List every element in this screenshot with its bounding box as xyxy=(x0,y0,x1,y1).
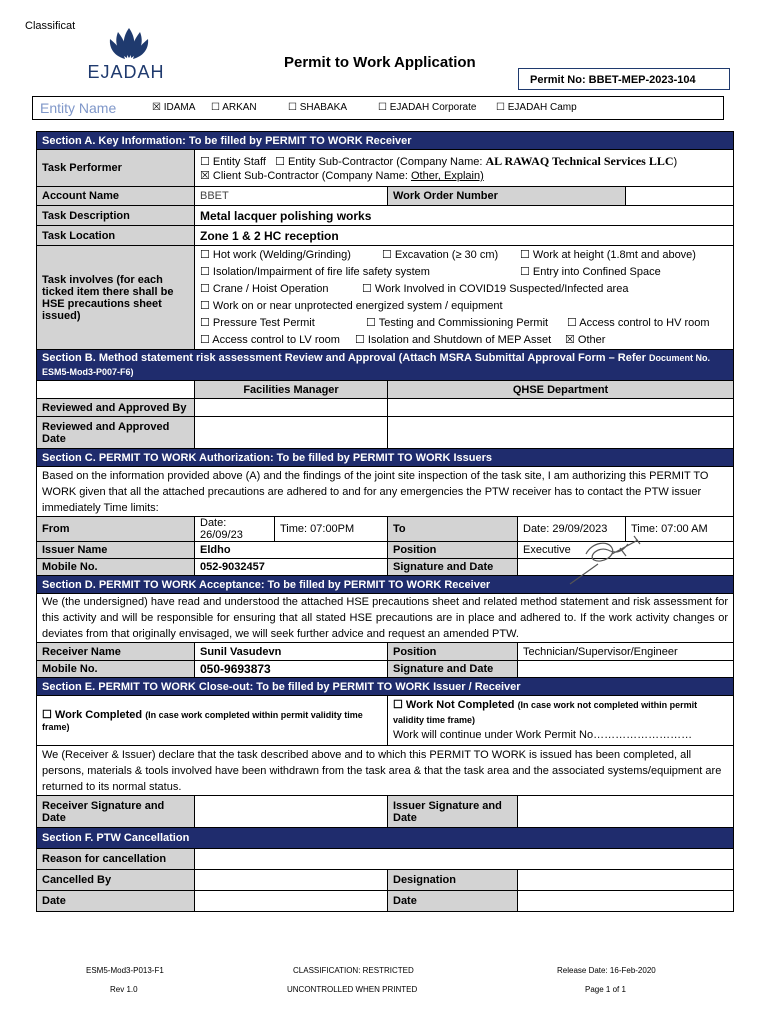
footer-revision: Rev 1.0 xyxy=(110,985,138,994)
section-d-header: Section D. PERMIT TO WORK Acceptance: To be filled by PERMIT TO WORK Receiver xyxy=(37,576,734,594)
logo-text: EJADAH xyxy=(87,62,165,82)
mep-isolation-option[interactable]: ☐ Isolation and Shutdown of MEP Asset xyxy=(355,333,552,346)
footer-release-date: Release Date: 16-Feb-2020 xyxy=(557,966,656,975)
entity-option-shabaka[interactable] xyxy=(288,102,347,113)
work-order-label: Work Order Number xyxy=(388,187,626,206)
account-name-value[interactable]: BBET xyxy=(195,187,388,206)
issuer-closeout-signature-label: Issuer Signature and Date xyxy=(388,796,518,828)
footer-uncontrolled: UNCONTROLLED WHEN PRINTED xyxy=(287,985,418,994)
work-completed-note: (In case work completed within permit validity time frame) xyxy=(42,710,363,732)
work-completed-cell[interactable] xyxy=(37,696,388,746)
facilities-manager-header: Facilities Manager xyxy=(195,381,388,399)
work-at-height-option[interactable]: ☐ Work at height (1.8mt and above) xyxy=(520,248,696,261)
to-label: To xyxy=(388,517,518,542)
closeout-declaration: We (Receiver & Issuer) declare that the task described above and to which this PERMIT TO WORK is issued has been completed, all persons, materials & tools involved have been withdrawn from the task area & that the task area and the associated systems/equipment are returned to its normal status. xyxy=(37,746,734,796)
to-time[interactable]: Time: 07:00 AM xyxy=(626,517,734,542)
issuer-name-label: Issuer Name xyxy=(37,542,195,559)
entity-option-arkan[interactable] xyxy=(211,102,257,113)
receiver-position-label: Position xyxy=(388,643,518,661)
qhse-reviewed-by-field[interactable] xyxy=(388,399,734,417)
checkbox-icon[interactable]: ☒ xyxy=(152,102,161,113)
task-location-label: Task Location xyxy=(37,226,195,246)
other-option[interactable]: ☒ Other xyxy=(565,333,606,346)
paren-close: ) xyxy=(673,156,678,168)
from-label: From xyxy=(37,517,195,542)
fm-reviewed-date-field[interactable] xyxy=(195,417,388,449)
page-title: Permit to Work Application xyxy=(284,54,476,71)
receiver-name-value[interactable]: Sunil Vasudevn xyxy=(195,643,388,661)
designation-label: Designation xyxy=(388,870,518,891)
designation-field[interactable] xyxy=(518,870,734,891)
section-f-header: Section F. PTW Cancellation xyxy=(37,828,734,849)
hv-room-option[interactable]: ☐ Access control to HV room xyxy=(567,316,710,329)
issuer-position-label: Position xyxy=(388,542,518,559)
client-company-value[interactable]: Other, Explain) xyxy=(411,170,484,182)
covid-area-option[interactable]: ☐ Work Involved in COVID19 Suspected/Infected area xyxy=(362,282,629,295)
cancel-date-field[interactable] xyxy=(195,891,388,912)
issuer-mobile-label: Mobile No. xyxy=(37,559,195,576)
work-not-completed-cell[interactable] xyxy=(388,696,734,746)
isolation-fire-option[interactable]: ☐ Isolation/Impairment of fire life safety system xyxy=(200,265,430,278)
section-b-doc-label: Document No. xyxy=(648,353,710,363)
to-date[interactable]: Date: 29/09/2023 xyxy=(518,517,626,542)
acceptance-text: We (the undersigned) have read and understood the attached HSE precautions sheet and related method statement and risk assessment for this activity and will be responsible for ensuring that all stated HSE precautions are in place and adhered to. If the work activity changes or deviates from that originally envisaged, we will seek further advice and request an amended PTW. xyxy=(37,594,734,643)
cancel-date-label: Date xyxy=(37,891,195,912)
entity-name-label: Entity Name xyxy=(40,100,117,116)
section-e-header: Section E. PERMIT TO WORK Close-out: To be filled by PERMIT TO WORK Issuer / Receiver xyxy=(37,678,734,696)
footer-classification: CLASSIFICATION: RESTRICTED xyxy=(293,966,414,975)
issuer-signature-label: Signature and Date xyxy=(388,559,518,576)
entity-option-corporate[interactable] xyxy=(378,102,476,113)
entity-name-row xyxy=(32,96,724,120)
section-c-header: Section C. PERMIT TO WORK Authorization: To be filled by PERMIT TO WORK Issuers xyxy=(37,449,734,467)
classification-label: Classificat xyxy=(25,20,76,32)
issuer-name-value[interactable]: Eldho xyxy=(195,542,388,559)
permit-number: Permit No: BBET-MEP-2023-104 xyxy=(518,68,730,90)
cancelled-by-field[interactable] xyxy=(195,870,388,891)
confined-space-option[interactable]: ☐ Entry into Confined Space xyxy=(520,265,661,278)
fm-reviewed-by-field[interactable] xyxy=(195,399,388,417)
receiver-position-value[interactable]: Technician/Supervisor/Engineer xyxy=(518,643,734,661)
entity-option-label: EJADAH Corporate xyxy=(389,102,477,113)
cancelled-by-label: Cancelled By xyxy=(37,870,195,891)
qhse-reviewed-date-field[interactable] xyxy=(388,417,734,449)
issuer-signature-image xyxy=(568,534,644,586)
checkbox-icon[interactable]: ☐ xyxy=(378,102,387,113)
lv-room-option[interactable]: ☐ Access control to LV room xyxy=(200,333,340,346)
permit-form-table xyxy=(36,131,734,912)
task-location-value[interactable]: Zone 1 & 2 HC reception xyxy=(195,226,734,246)
work-not-completed-note: (In case work not completed within permit validity time frame) xyxy=(393,700,698,725)
task-performer-label: Task Performer xyxy=(37,150,195,187)
entity-option-camp[interactable] xyxy=(496,102,577,113)
task-description-value[interactable]: Metal lacquer polishing works xyxy=(195,206,734,226)
entity-option-label: SHABAKA xyxy=(299,102,347,113)
task-performer-field[interactable] xyxy=(195,150,734,187)
reviewed-date-label: Reviewed and Approved Date xyxy=(37,417,195,449)
company-name-value[interactable]: AL RAWAQ Technical Services LLC xyxy=(485,154,674,168)
task-involves-label: Task involves (for each ticked item there shall be HSE precautions sheet issued) xyxy=(37,246,195,350)
checkbox-icon[interactable]: ☐ xyxy=(211,102,220,113)
reviewed-by-label: Reviewed and Approved By xyxy=(37,399,195,417)
client-subcontractor-option[interactable]: ☒ Client Sub-Contractor (Company Name: xyxy=(200,170,411,182)
issuer-mobile-value[interactable]: 052-9032457 xyxy=(195,559,388,576)
section-b-title: Section B. Method statement risk assessment Review and Approval (Attach MSRA Submittal Approval Form – Refer xyxy=(42,352,649,364)
excavation-option[interactable]: ☐ Excavation (≥ 30 cm) xyxy=(382,248,499,261)
account-name-label: Account Name xyxy=(37,187,195,206)
hot-work-option[interactable]: ☐ Hot work (Welding/Grinding) xyxy=(200,248,351,261)
receiver-name-label: Receiver Name xyxy=(37,643,195,661)
task-involves-options xyxy=(195,246,734,350)
section-a-header: Section A. Key Information: To be filled by PERMIT TO WORK Receiver xyxy=(37,132,734,150)
footer-page-number: Page 1 of 1 xyxy=(585,985,626,994)
authorization-text: Based on the information provided above (A) and the findings of the joint site inspection of the task site, I am authorizing this PERMIT TO WORK given that all the attached precautions are adhered to and for any emergencies the PTW receiver has to contact the PTW issuer immediately Time limits: xyxy=(37,467,734,517)
entity-staff-option[interactable]: ☐ Entity Staff xyxy=(200,156,266,168)
from-date[interactable]: Date: 26/09/23 xyxy=(195,517,275,542)
checkbox-icon[interactable]: ☐ xyxy=(496,102,505,113)
designation-date-label: Date xyxy=(388,891,518,912)
task-description-label: Task Description xyxy=(37,206,195,226)
blank-cell xyxy=(37,381,195,399)
receiver-mobile-label: Mobile No. xyxy=(37,661,195,678)
continue-permit-text[interactable]: Work will continue under Work Permit No……………………… xyxy=(393,729,693,741)
testing-commissioning-option[interactable]: ☐ Testing and Commissioning Permit xyxy=(366,316,549,329)
issuer-closeout-signature-field[interactable] xyxy=(518,796,734,828)
designation-date-field[interactable] xyxy=(518,891,734,912)
section-b-header xyxy=(37,350,734,381)
receiver-closeout-signature-field[interactable] xyxy=(195,796,388,828)
work-order-value[interactable] xyxy=(626,187,734,206)
qhse-header: QHSE Department xyxy=(388,381,734,399)
work-not-completed-option[interactable]: ☐ Work Not Completed xyxy=(393,699,515,711)
receiver-signature-field[interactable] xyxy=(518,661,734,678)
from-time[interactable]: Time: 07:00PM xyxy=(275,517,388,542)
checkbox-icon[interactable]: ☐ xyxy=(288,102,297,113)
entity-option-label: ARKAN xyxy=(222,102,257,113)
cancellation-reason-field[interactable] xyxy=(195,849,734,870)
receiver-closeout-signature-label: Receiver Signature and Date xyxy=(37,796,195,828)
entity-option-label: EJADAH Camp xyxy=(507,102,577,113)
section-b-doc-number: ESM5-Mod3-P007-F6) xyxy=(42,367,134,377)
issuer-position-value[interactable]: Executive xyxy=(518,542,734,559)
crane-hoist-option[interactable]: ☐ Crane / Hoist Operation xyxy=(200,282,329,295)
entity-option-label: IDAMA xyxy=(163,102,196,113)
pressure-test-option[interactable]: ☐ Pressure Test Permit xyxy=(200,316,315,329)
receiver-mobile-value[interactable]: 050-9693873 xyxy=(195,661,388,678)
entity-option-idama[interactable] xyxy=(152,102,195,113)
footer-doc-number: ESM5-Mod3-P013-F1 xyxy=(86,966,164,975)
receiver-signature-label: Signature and Date xyxy=(388,661,518,678)
cancellation-reason-label: Reason for cancellation xyxy=(37,849,195,870)
work-completed-option[interactable]: ☐ Work Completed xyxy=(42,709,143,721)
entity-subcontractor-option[interactable]: ☐ Entity Sub-Contractor (Company Name: xyxy=(275,156,486,168)
energized-system-option[interactable]: ☐ Work on or near unprotected energized system / equipment xyxy=(200,299,503,312)
